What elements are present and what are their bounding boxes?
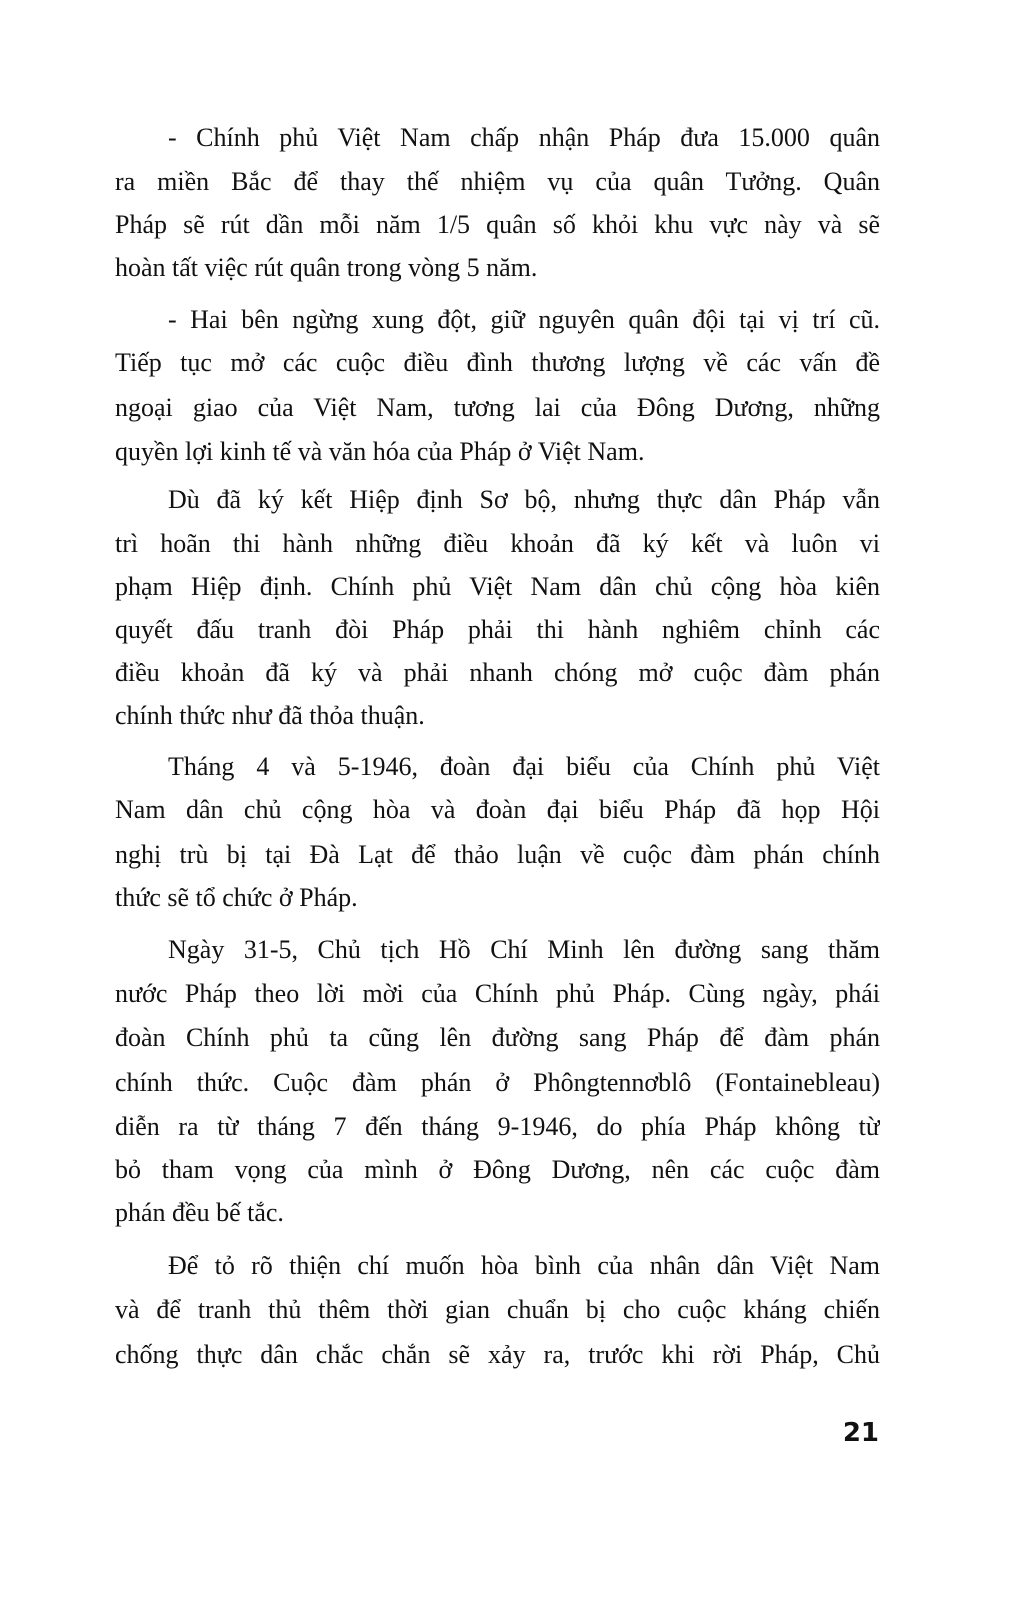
paragraph-line: ngoại giao của Việt Nam, tương lai của Đông Dương, những	[115, 393, 880, 422]
paragraph-line: chính thức. Cuộc đàm phán ở Phôngtennơblô (Fontainebleau)	[115, 1068, 880, 1097]
paragraph-line: chính thức như đã thỏa thuận.	[115, 701, 425, 730]
paragraph-line: hoàn tất việc rút quân trong vòng 5 năm.	[115, 253, 538, 282]
paragraph-line: - Hai bên ngừng xung đột, giữ nguyên quân đội tại vị trí cũ.	[168, 305, 880, 334]
paragraph-line: điều khoản đã ký và phải nhanh chóng mở cuộc đàm phán	[115, 658, 880, 687]
paragraph-line: nghị trù bị tại Đà Lạt để thảo luận về cuộc đàm phán chính	[115, 840, 880, 869]
paragraph-line: Để tỏ rõ thiện chí muốn hòa bình của nhân dân Việt Nam	[168, 1251, 880, 1280]
page-number: 21	[842, 1418, 879, 1448]
paragraph-line: diễn ra từ tháng 7 đến tháng 9-1946, do phía Pháp không từ	[115, 1112, 880, 1141]
paragraph-line: Tháng 4 và 5-1946, đoàn đại biểu của Chính phủ Việt	[168, 752, 880, 781]
paragraph-line: thức sẽ tổ chức ở Pháp.	[115, 883, 358, 912]
paragraph-line: Nam dân chủ cộng hòa và đoàn đại biểu Pháp đã họp Hội	[115, 795, 880, 824]
paragraph-line: đoàn Chính phủ ta cũng lên đường sang Pháp để đàm phán	[115, 1023, 880, 1052]
paragraph-line: ra miền Bắc để thay thế nhiệm vụ của quân Tưởng. Quân	[115, 167, 880, 196]
paragraph-line: chống thực dân chắc chắn sẽ xảy ra, trước khi rời Pháp, Chủ	[115, 1340, 880, 1369]
paragraph-line: Tiếp tục mở các cuộc điều đình thương lượng về các vấn đề	[115, 348, 880, 377]
paragraph-line: Dù đã ký kết Hiệp định Sơ bộ, nhưng thực dân Pháp vẫn	[168, 485, 880, 514]
paragraph-line: quyền lợi kinh tế và văn hóa của Pháp ở Việt Nam.	[115, 437, 645, 466]
paragraph-line: phán đều bế tắc.	[115, 1198, 284, 1227]
paragraph-line: quyết đấu tranh đòi Pháp phải thi hành nghiêm chỉnh các	[115, 615, 880, 644]
paragraph-line: Pháp sẽ rút dần mỗi năm 1/5 quân số khỏi khu vực này và sẽ	[115, 210, 880, 239]
paragraph-line: nước Pháp theo lời mời của Chính phủ Pháp. Cùng ngày, phái	[115, 979, 880, 1008]
paragraph-line: - Chính phủ Việt Nam chấp nhận Pháp đưa 15.000 quân	[168, 123, 880, 152]
paragraph-line: bỏ tham vọng của mình ở Đông Dương, nên các cuộc đàm	[115, 1155, 880, 1184]
paragraph-line: Ngày 31-5, Chủ tịch Hồ Chí Minh lên đường sang thăm	[168, 935, 880, 964]
paragraph-line: phạm Hiệp định. Chính phủ Việt Nam dân chủ cộng hòa kiên	[115, 572, 880, 601]
paragraph-line: trì hoãn thi hành những điều khoản đã ký kết và luôn vi	[115, 529, 880, 558]
paragraph-line: và để tranh thủ thêm thời gian chuẩn bị cho cuộc kháng chiến	[115, 1295, 880, 1324]
